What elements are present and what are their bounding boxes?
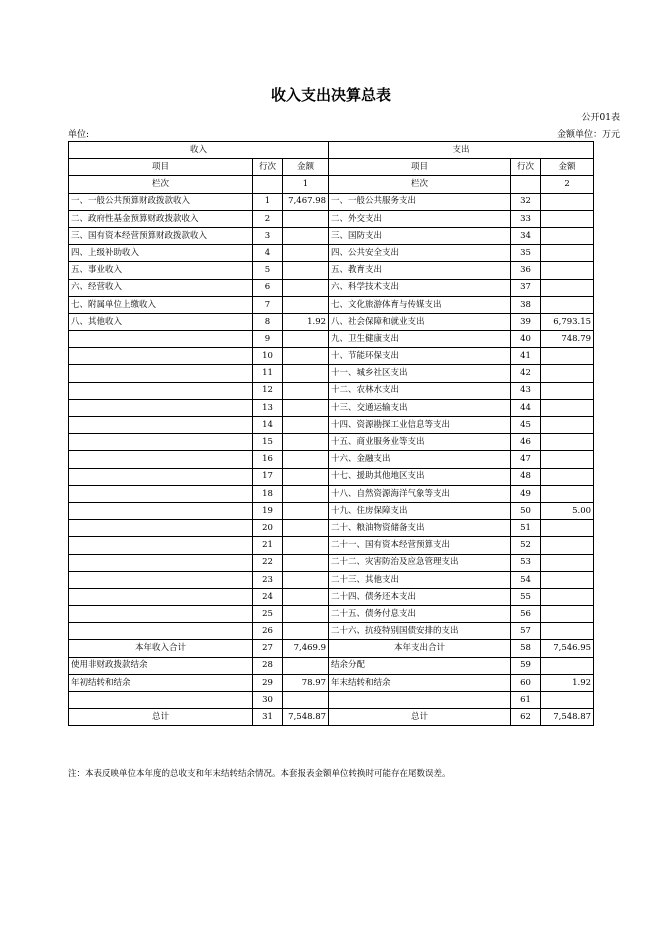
income-item [69,520,253,537]
income-item: 二、政府性基金预算财政拨款收入 [69,210,253,227]
table-row [69,434,594,451]
income-amount [283,554,329,571]
income-amount: 7,548.87 [283,709,329,726]
table-row [69,468,594,485]
income-line-no: 25 [253,606,283,623]
unit-label: 单位: [68,130,90,140]
income-item: 六、经营收入 [69,279,253,296]
income-amount [283,262,329,279]
expense-amount [541,537,594,554]
expense-line-no: 61 [511,692,541,709]
income-amount [283,227,329,244]
table-row [69,485,594,502]
income-item: 三、国有资本经营预算财政拨款收入 [69,227,253,244]
income-amount [283,451,329,468]
expense-line-no: 50 [511,502,541,519]
income-line-no: 7 [253,296,283,313]
expense-line-no: 43 [511,382,541,399]
expense-item: 本年支出合计 [329,640,511,657]
income-line-no: 24 [253,588,283,605]
income-amount [283,210,329,227]
income-amount: 7,469.9 [283,640,329,657]
table-row [69,399,594,416]
expense-line-no: 62 [511,709,541,726]
expense-item: 七、文化旅游体育与传媒支出 [329,296,511,313]
form-code: 公开01表 [581,113,620,123]
expense-item: 五、教育支出 [329,262,511,279]
expense-line-no: 40 [511,331,541,348]
table-row [69,365,594,382]
table-header [69,142,594,194]
header-row-sections [69,142,594,159]
expense-line-no: 37 [511,279,541,296]
expense-line-no: 42 [511,365,541,382]
budget-summary-table [68,141,594,726]
expense-line-no: 54 [511,571,541,588]
table-row [69,210,594,227]
table-row [69,331,594,348]
expense-amount [541,554,594,571]
expense-item: 八、社会保障和就业支出 [329,313,511,330]
total-row [69,692,594,709]
expense-line-no: 45 [511,417,541,434]
expense-amount [541,210,594,227]
income-amount [283,365,329,382]
expense-item: 十一、城乡社区支出 [329,365,511,382]
income-line-no: 1 [253,193,283,210]
income-amount [283,348,329,365]
expense-amount [541,485,594,502]
expense-amount [541,692,594,709]
income-line-no: 10 [253,348,283,365]
expense-amount [541,571,594,588]
income-item: 总计 [69,709,253,726]
expense-item: 十、节能环保支出 [329,348,511,365]
income-item [69,623,253,640]
expense-item: 二、外交支出 [329,210,511,227]
expense-line-no: 52 [511,537,541,554]
total-row [69,640,594,657]
income-line-no: 15 [253,434,283,451]
table-row [69,571,594,588]
table-body [69,193,594,640]
expense-amount [541,382,594,399]
expense-line-no: 51 [511,520,541,537]
expense-item: 二十、粮油物资储备支出 [329,520,511,537]
header-row-columns [69,159,594,176]
income-item [69,365,253,382]
income-item [69,571,253,588]
income-line-no: 2 [253,210,283,227]
expense-amount [541,417,594,434]
income-line-no: 19 [253,502,283,519]
table-row [69,193,594,210]
income-item [69,502,253,519]
income-item [69,485,253,502]
income-line-no: 6 [253,279,283,296]
income-line-no: 12 [253,382,283,399]
expense-item: 三、国防支出 [329,227,511,244]
total-row [69,657,594,674]
table-row [69,382,594,399]
expense-column-number: 2 [541,176,594,193]
table-totals [69,640,594,726]
income-amount [283,520,329,537]
income-item: 七、附属单位上缴收入 [69,296,253,313]
expense-item: 二十五、债务付息支出 [329,606,511,623]
income-item [69,588,253,605]
income-item [69,417,253,434]
expense-line-no: 35 [511,245,541,262]
expense-item: 十四、资源勘探工业信息等支出 [329,417,511,434]
expense-amount [541,227,594,244]
income-line-header: 行次 [253,159,283,176]
expense-item-header: 项目 [329,159,511,176]
income-amount [283,588,329,605]
income-column-label: 栏次 [69,176,253,193]
income-line-blank [253,176,283,193]
expense-item: 二十六、抗疫特别国债安排的支出 [329,623,511,640]
total-row [69,709,594,726]
table-row [69,313,594,330]
income-item-header: 项目 [69,159,253,176]
expense-item: 九、卫生健康支出 [329,331,511,348]
income-item [69,382,253,399]
income-amount [283,485,329,502]
total-row [69,674,594,691]
income-amount [283,606,329,623]
expense-amount: 6,793.15 [541,313,594,330]
income-line-no: 11 [253,365,283,382]
income-amount [283,537,329,554]
expense-line-no: 56 [511,606,541,623]
expense-item: 十二、农林水支出 [329,382,511,399]
income-amount: 78.97 [283,674,329,691]
income-amount [283,468,329,485]
income-line-no: 3 [253,227,283,244]
expense-amount [541,296,594,313]
table-row [69,606,594,623]
table-row [69,502,594,519]
income-item: 年初结转和结余 [69,674,253,691]
income-column-number: 1 [283,176,329,193]
income-item [69,434,253,451]
expense-amount [541,348,594,365]
income-item [69,348,253,365]
income-line-no: 14 [253,417,283,434]
income-line-no: 20 [253,520,283,537]
income-line-no: 13 [253,399,283,416]
income-item: 八、其他收入 [69,313,253,330]
expense-line-no: 48 [511,468,541,485]
table-row [69,279,594,296]
expense-amount: 5.00 [541,502,594,519]
expense-line-no: 34 [511,227,541,244]
income-line-no: 5 [253,262,283,279]
income-section-header: 收入 [69,142,329,159]
report-title: 收入支出决算总表 [270,86,391,104]
income-item [69,554,253,571]
expense-item: 二十一、国有资本经营预算支出 [329,537,511,554]
expense-amount [541,193,594,210]
table-row [69,227,594,244]
expense-column-label: 栏次 [329,176,511,193]
income-item [69,606,253,623]
expense-line-no: 41 [511,348,541,365]
income-line-no: 30 [253,692,283,709]
income-item [69,537,253,554]
expense-line-no: 38 [511,296,541,313]
income-amount [283,692,329,709]
expense-amount [541,245,594,262]
income-amount-header: 金额 [283,159,329,176]
income-item [69,692,253,709]
income-item [69,451,253,468]
expense-line-no: 58 [511,640,541,657]
expense-item: 十九、住房保障支出 [329,502,511,519]
expense-item: 十八、自然资源海洋气象等支出 [329,485,511,502]
amount-unit: 金额单位：万元 [556,130,620,140]
income-amount: 7,467.98 [283,193,329,210]
income-line-no: 16 [253,451,283,468]
income-line-no: 22 [253,554,283,571]
expense-item: 十五、商业服务业等支出 [329,434,511,451]
income-item: 五、事业收入 [69,262,253,279]
expense-item: 结余分配 [329,657,511,674]
expense-line-blank [511,176,541,193]
footnote: 注：本表反映单位本年度的总收支和年末结转结余情况。本套报表金额单位转换时可能存在尾数误差。 [68,769,451,779]
table-row [69,554,594,571]
expense-section-header: 支出 [329,142,594,159]
expense-amount: 7,546.95 [541,640,594,657]
income-line-no: 18 [253,485,283,502]
expense-amount [541,262,594,279]
expense-amount [541,520,594,537]
expense-amount: 748.79 [541,331,594,348]
income-line-no: 17 [253,468,283,485]
expense-amount [541,588,594,605]
expense-item: 二十二、灾害防治及应急管理支出 [329,554,511,571]
expense-line-no: 57 [511,623,541,640]
expense-item: 一、一般公共服务支出 [329,193,511,210]
income-line-no: 31 [253,709,283,726]
income-amount [283,657,329,674]
expense-amount [541,657,594,674]
expense-amount [541,468,594,485]
income-item: 本年收入合计 [69,640,253,657]
income-amount [283,382,329,399]
income-line-no: 23 [253,571,283,588]
income-amount [283,417,329,434]
expense-item: 总计 [329,709,511,726]
income-item: 使用非财政拨款结余 [69,657,253,674]
income-line-no: 21 [253,537,283,554]
expense-amount [541,434,594,451]
income-item: 一、一般公共预算财政拨款收入 [69,193,253,210]
expense-line-no: 53 [511,554,541,571]
expense-line-header: 行次 [511,159,541,176]
income-line-no: 9 [253,331,283,348]
expense-amount [541,451,594,468]
income-line-no: 26 [253,623,283,640]
table-row [69,417,594,434]
expense-amount: 7,548.87 [541,709,594,726]
expense-amount [541,606,594,623]
income-line-no: 27 [253,640,283,657]
expense-amount [541,623,594,640]
income-amount [283,434,329,451]
expense-item: 六、科学技术支出 [329,279,511,296]
expense-item [329,692,511,709]
table-row [69,296,594,313]
expense-amount [541,279,594,296]
income-line-no: 8 [253,313,283,330]
expense-line-no: 44 [511,399,541,416]
expense-amount [541,399,594,416]
expense-line-no: 32 [511,193,541,210]
income-amount [283,502,329,519]
table-row [69,245,594,262]
expense-amount: 1.92 [541,674,594,691]
expense-item: 十七、援助其他地区支出 [329,468,511,485]
income-line-no: 28 [253,657,283,674]
expense-line-no: 33 [511,210,541,227]
expense-line-no: 55 [511,588,541,605]
expense-line-no: 36 [511,262,541,279]
income-amount [283,296,329,313]
expense-item: 二十三、其他支出 [329,571,511,588]
expense-item: 十三、交通运输支出 [329,399,511,416]
income-line-no: 4 [253,245,283,262]
income-amount [283,279,329,296]
expense-amount [541,365,594,382]
income-item: 四、上级补助收入 [69,245,253,262]
income-amount: 1.92 [283,313,329,330]
header-row-column-numbers [69,176,594,193]
income-amount [283,331,329,348]
table-row [69,537,594,554]
table-row [69,588,594,605]
expense-line-no: 59 [511,657,541,674]
income-amount [283,571,329,588]
expense-item: 四、公共安全支出 [329,245,511,262]
table-row [69,262,594,279]
table-row [69,451,594,468]
income-amount [283,623,329,640]
expense-line-no: 49 [511,485,541,502]
income-item [69,468,253,485]
income-item [69,399,253,416]
expense-line-no: 60 [511,674,541,691]
expense-line-no: 47 [511,451,541,468]
income-item [69,331,253,348]
table-row [69,520,594,537]
table-row [69,623,594,640]
expense-item: 二十四、债务还本支出 [329,588,511,605]
income-amount [283,399,329,416]
expense-line-no: 46 [511,434,541,451]
table-row [69,348,594,365]
expense-line-no: 39 [511,313,541,330]
expense-item: 十六、金融支出 [329,451,511,468]
income-line-no: 29 [253,674,283,691]
expense-amount-header: 金额 [541,159,594,176]
expense-item: 年末结转和结余 [329,674,511,691]
income-amount [283,245,329,262]
